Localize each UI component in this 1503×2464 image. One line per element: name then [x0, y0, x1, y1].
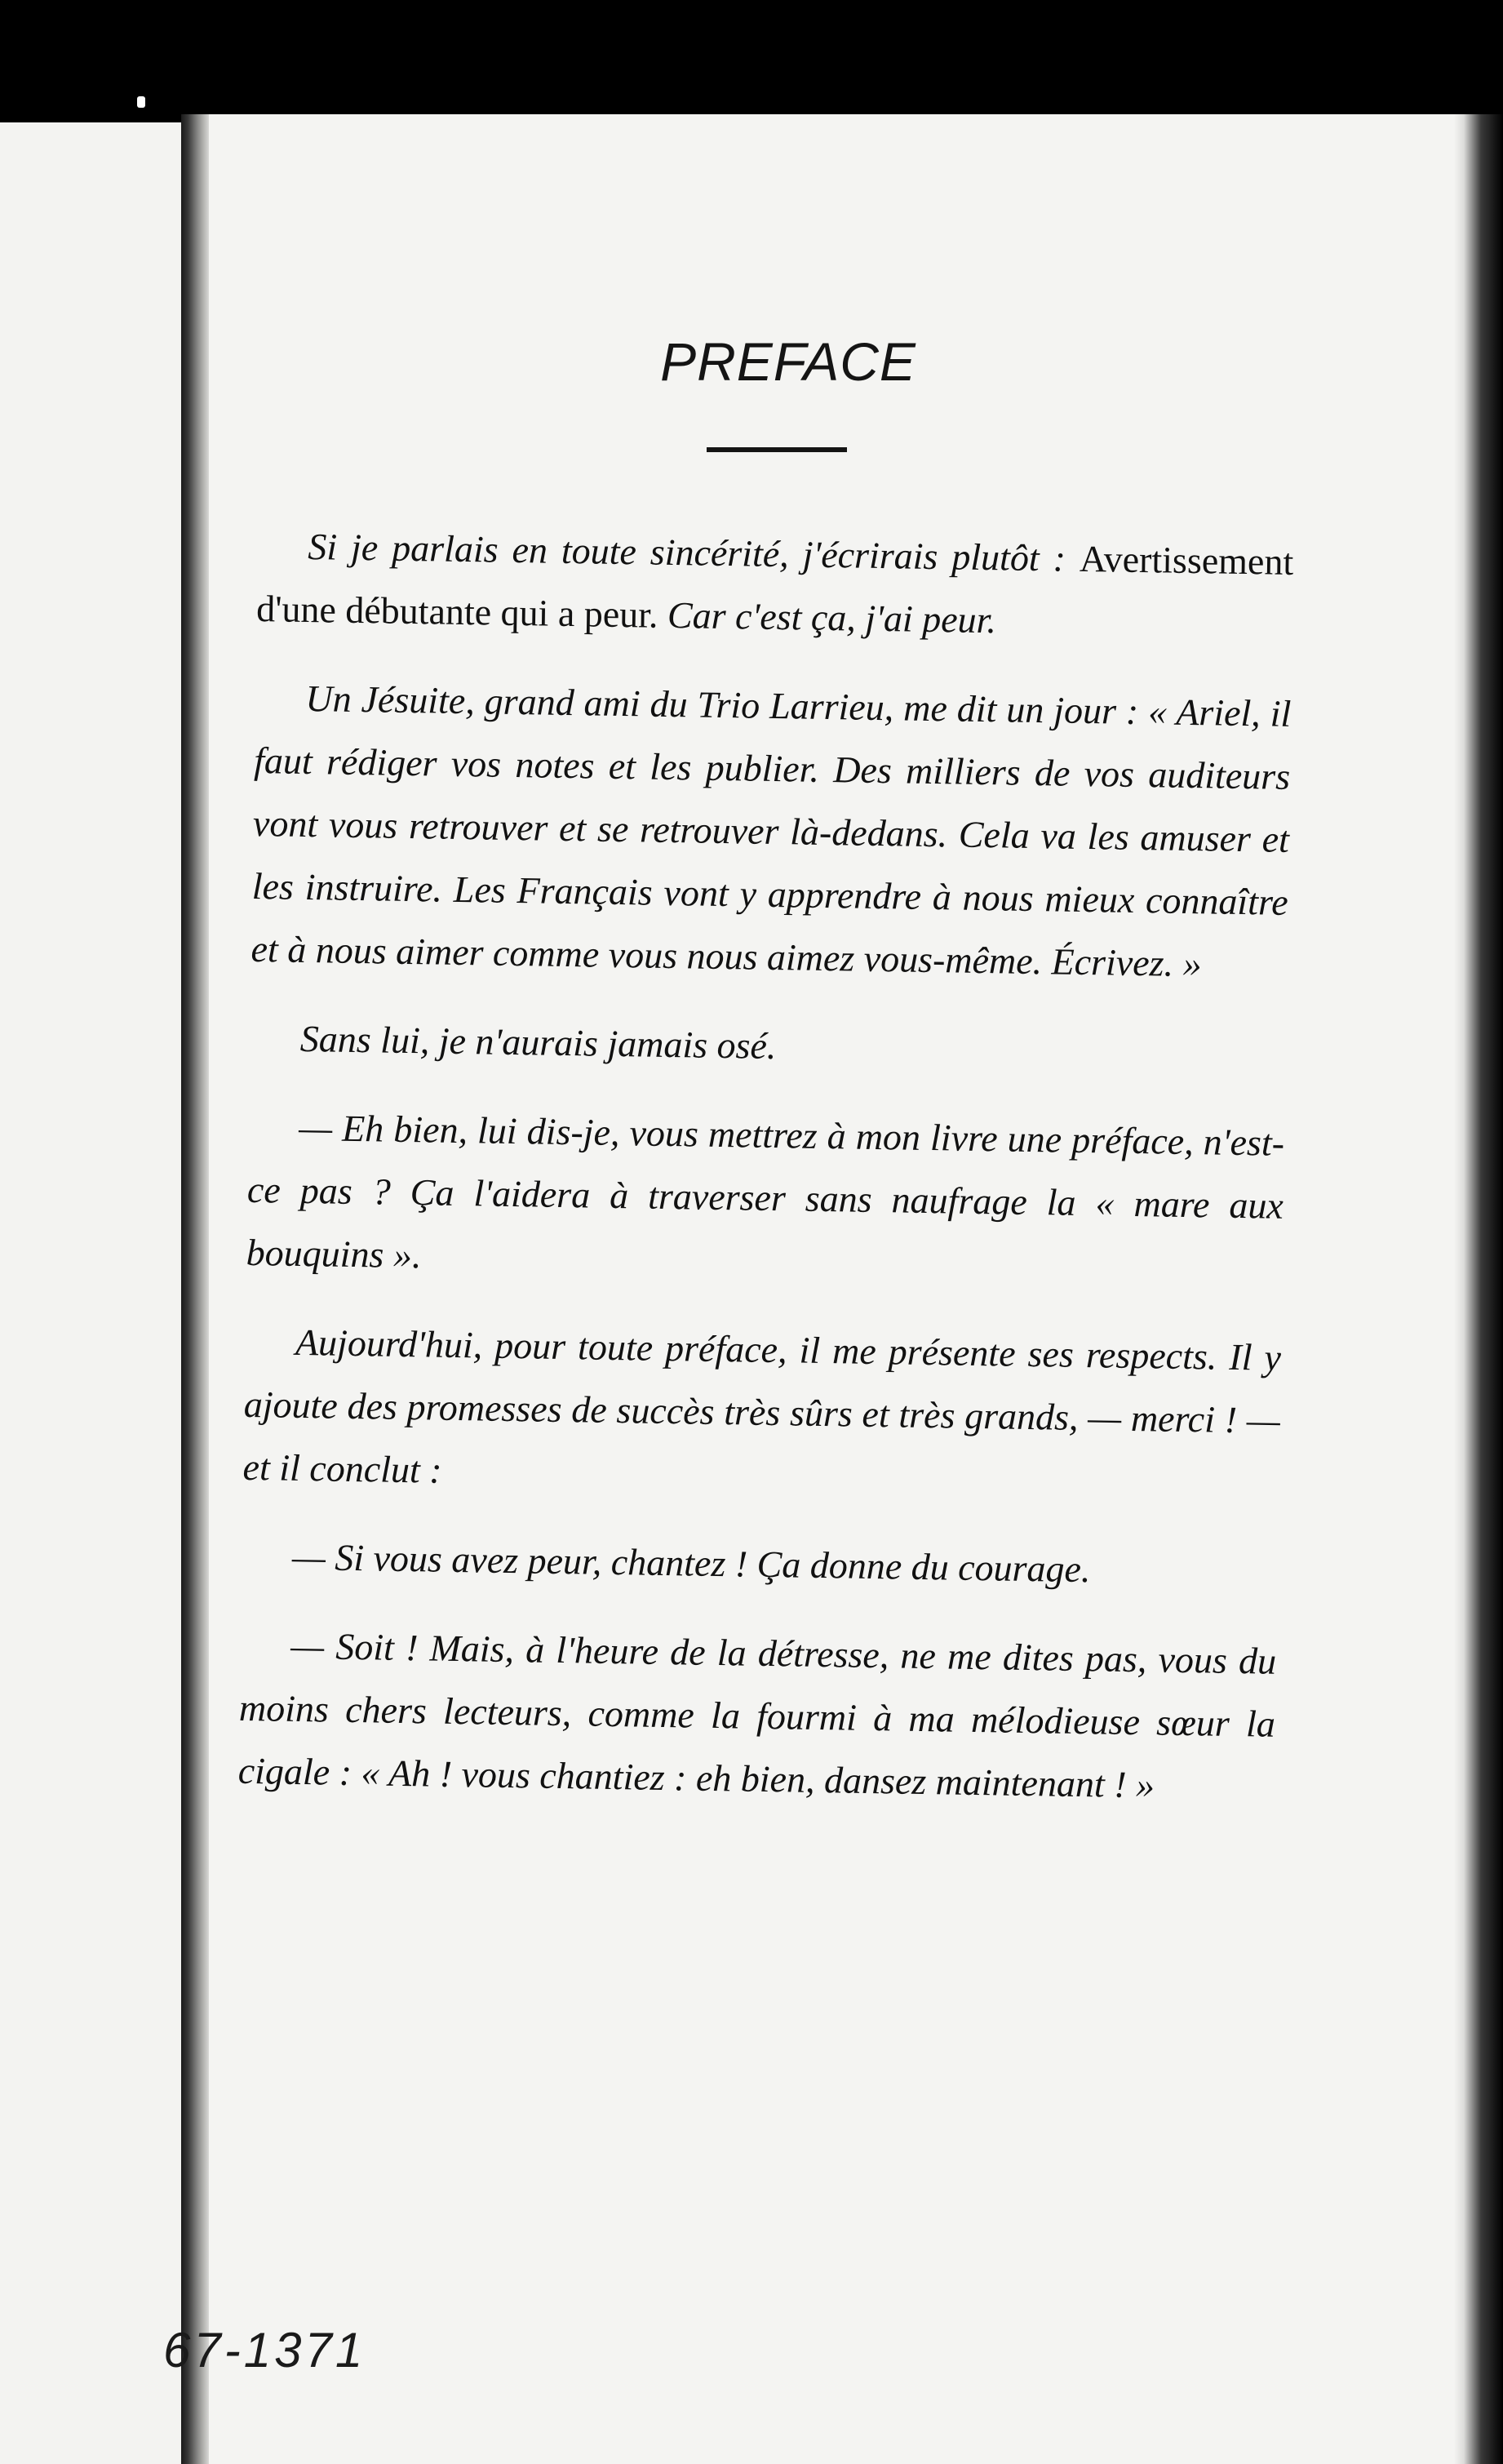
paragraph-1-part-3: Car c'est ça, j'ai peur. [658, 593, 997, 642]
paragraph-2-text: Un Jésuite, grand ami du Trio Larrieu, me dit un jour : « Ariel, il faut rédiger vos notes et les publier. Des milliers de vos auditeurs vont vous retrouver et se retrouver là-dedans. Cela va les amuser et les instruire. Les Français vont y apprendre à nous mieux connaître et à nous aimer comme vous nous aimez vous-même. Écrivez. » [250, 677, 1292, 985]
previous-page-edge [0, 122, 184, 2464]
document-page [209, 114, 1454, 2464]
paragraph-1-part-1: Si je parlais en toute sincérité, j'écrirais plutôt : [307, 525, 1080, 579]
paragraph-5-text: Aujourd'hui, pour toute préface, il me présente ses respects. Il y ajoute des promesses de succès très sûrs et très grands, — merci ! — et il conclut : [242, 1321, 1282, 1491]
book-spine [181, 114, 209, 2464]
paragraph-7 [237, 1614, 1276, 1818]
paragraph-3 [249, 1006, 1286, 1085]
paragraph-7-text: — Soit ! Mais, à l'heure de la détresse, ne me dites pas, vous du moins chers lecteurs, comme la fourmi à ma mélodieuse sœur la cigale : « Ah ! vous chantiez : eh bien, dansez maintenant ! » [237, 1624, 1277, 1806]
paragraph-1 [256, 514, 1294, 656]
paragraph-6-text: — Si vous avez peur, chantez ! Ça donne du courage. [291, 1535, 1091, 1591]
preface-text [237, 514, 1294, 1845]
paragraph-4-text: — Eh bien, lui dis-je, vous mettrez à mon livre une préface, n'est-ce pas ? Ça l'aidera à traverser sans naufrage la « mare aux bouquins ». [246, 1106, 1285, 1276]
handwritten-shelfmark: 67-1371 [163, 2323, 366, 2377]
paragraph-1-part-2: Avertissement d'une débutante qui a peur. [255, 537, 1294, 636]
scan-speck [137, 96, 145, 108]
paragraph-6 [241, 1525, 1278, 1604]
paragraph-5 [242, 1310, 1281, 1515]
paragraph-3-text: Sans lui, je n'aurais jamais osé. [299, 1017, 777, 1068]
page-title: PREFACE [660, 331, 916, 392]
title-rule [707, 447, 847, 452]
paragraph-4 [246, 1095, 1284, 1300]
page-right-edge [1454, 114, 1503, 2464]
paragraph-2 [250, 666, 1292, 997]
